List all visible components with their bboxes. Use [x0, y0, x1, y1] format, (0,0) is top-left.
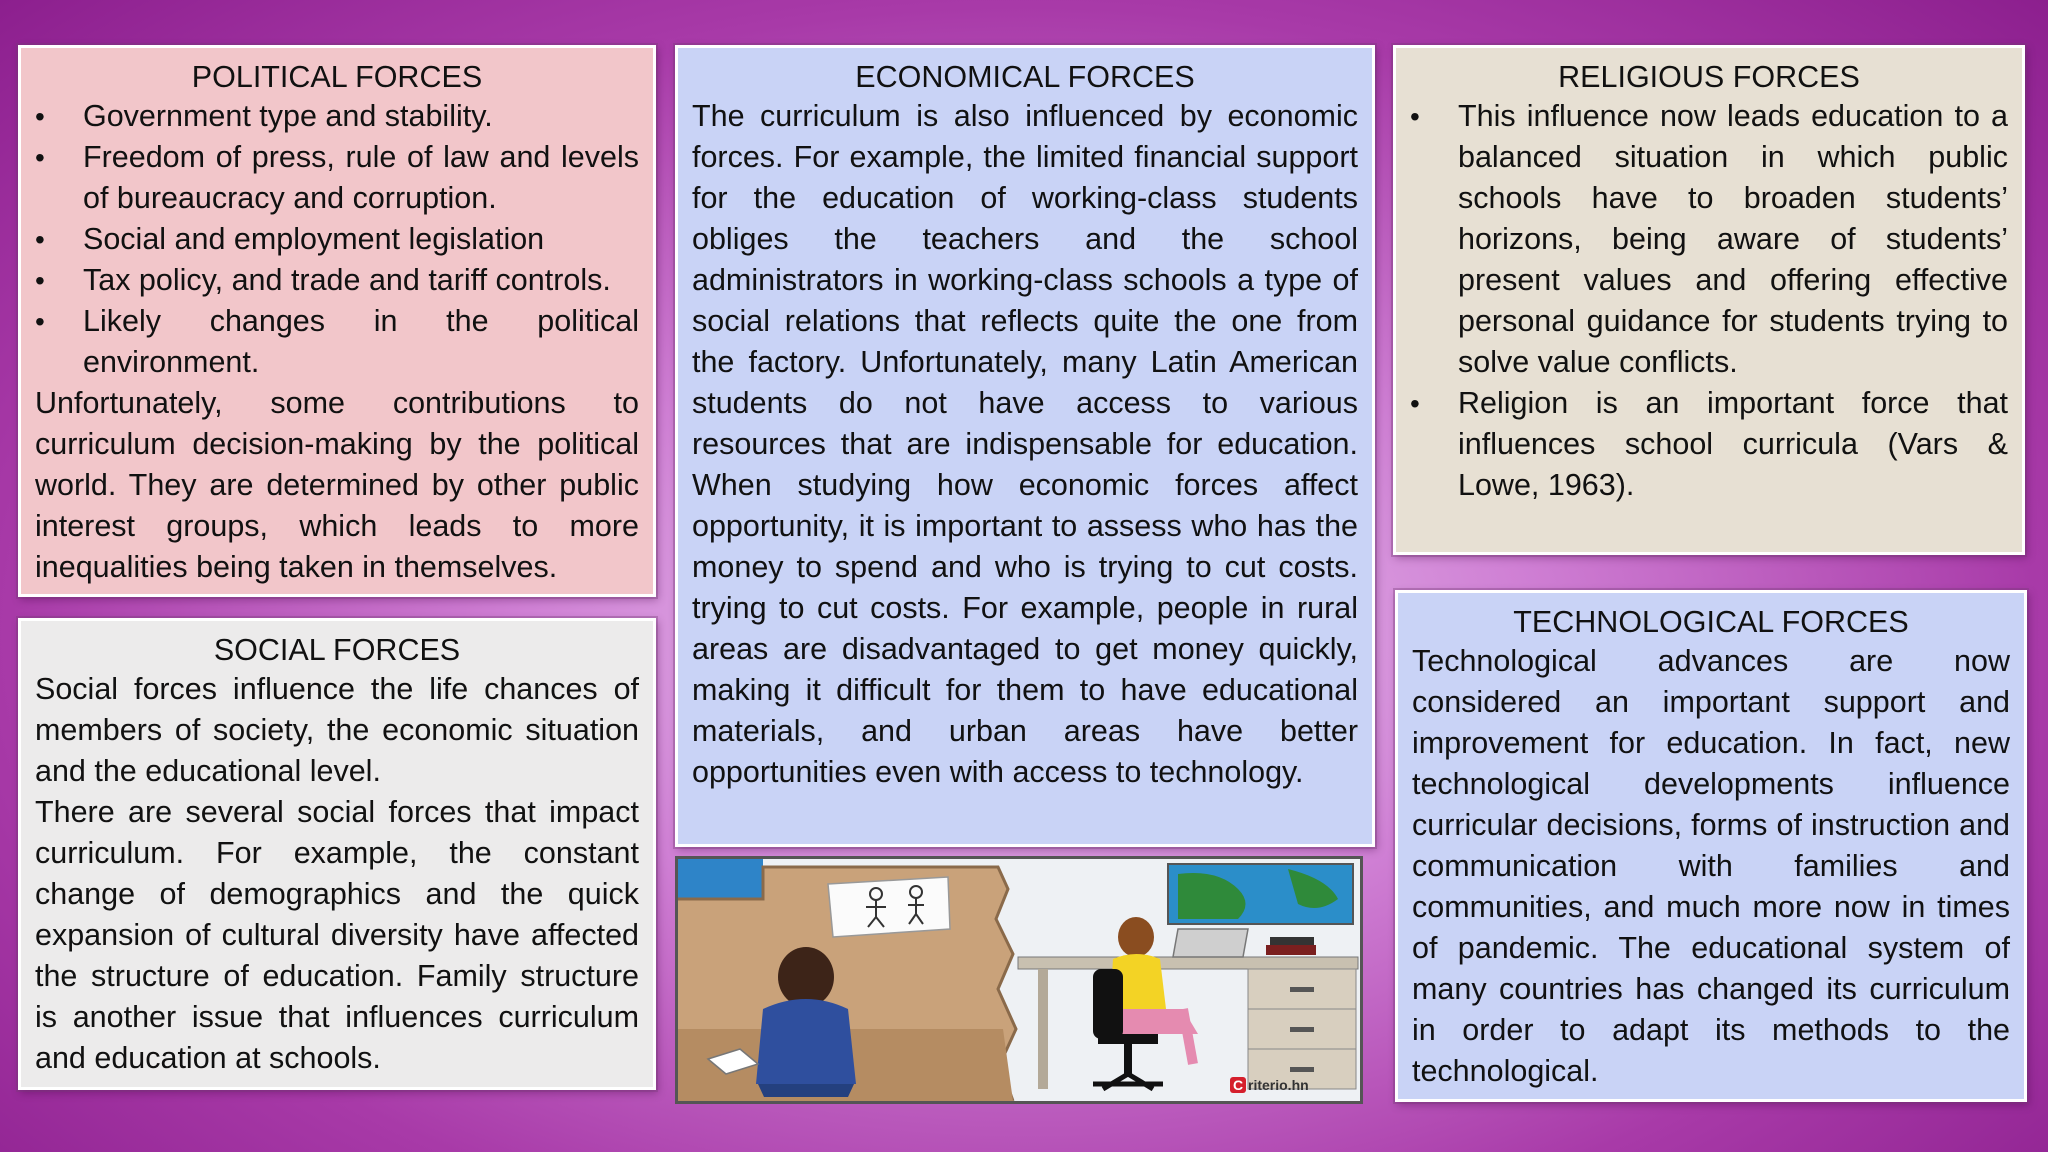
economical-forces-panel [675, 45, 1375, 847]
political-forces-title: POLITICAL FORCES [191, 60, 483, 94]
list-item: • Social and employment legislation [35, 219, 639, 260]
political-forces-list [35, 96, 639, 383]
stick-figure-drawing [828, 877, 950, 937]
political-forces-panel [18, 45, 656, 597]
religious-forces-title: RELIGIOUS FORCES [1558, 60, 1860, 94]
map-picture [1168, 864, 1353, 924]
religious-forces-list [1410, 96, 2008, 506]
list-item: • Government type and stability. [35, 96, 639, 137]
list-item: • Religion is an important force that influences school curricula (Vars & Lowe, 1963). [1410, 383, 2008, 506]
social-forces-paragraph: Social forces influence the life chances of members of society, the economic situation and the educational level. [35, 672, 639, 788]
religious-forces-panel [1393, 45, 2025, 555]
economical-forces-paragraph: The curriculum is also influenced by economic forces. For example, the limited financial support for the education of working-class students obliges the teachers and the school administrators in working-class schools a type of social relations that reflects quite the one from the factory. Unfortunately, many Latin American students do not have access to various resources that are indispensable for education. When studying how economic forces affect opportunity, it is important to assess who has the money to spend and who is trying to cut costs. trying to cut costs. For example, people in rural areas are disadvantaged to get money quickly, making it difficult for them to have educational materials, and urban areas have better opportunities even with access to technology. [692, 99, 1358, 789]
list-item: • Likely changes in the political environment. [35, 301, 639, 383]
list-item: • This influence now leads education to a balanced situation in which public schools have to broaden students’ horizons, being aware of students’ present values and offering effective personal guidance for students trying to solve value conflicts. [1410, 96, 2008, 383]
svg-text:riterio.hn: riterio.hn [1248, 1077, 1309, 1093]
political-forces-paragraph: Unfortunately, some contributions to curriculum decision-making by the political world. They are determined by other public interest groups, which leads to more inequalities being taken in themselves. [35, 386, 639, 584]
social-forces-title: SOCIAL FORCES [213, 633, 461, 667]
social-forces-panel [18, 618, 656, 1090]
watermark-logo [1230, 1077, 1309, 1093]
list-item: • Freedom of press, rule of law and levels of bureaucracy and corruption. [35, 137, 639, 219]
social-forces-paragraph: There are several social forces that impact curriculum. For example, the constant change of demographics and the quick expansion of cultural diversity have affected the structure of education. Family structure is another issue that influences curriculum and education at schools. [35, 795, 639, 1075]
economical-forces-title: ECONOMICAL FORCES [855, 60, 1195, 94]
technological-forces-paragraph: Technological advances are now considered an important support and improvement for education. In fact, new technological developments influence curricular decisions, forms of instruction and communication with families and communities, and much more now in times of pandemic. The educational system of many countries has changed its curriculum in order to adapt its methods to the technological. [1412, 644, 2010, 1088]
list-item: • Tax policy, and trade and tariff controls. [35, 260, 639, 301]
technological-forces-title: TECHNOLOGICAL FORCES [1513, 605, 1909, 639]
svg-text:C: C [1233, 1077, 1244, 1093]
technological-forces-panel [1395, 590, 2027, 1102]
classroom-illustration [675, 856, 1363, 1104]
